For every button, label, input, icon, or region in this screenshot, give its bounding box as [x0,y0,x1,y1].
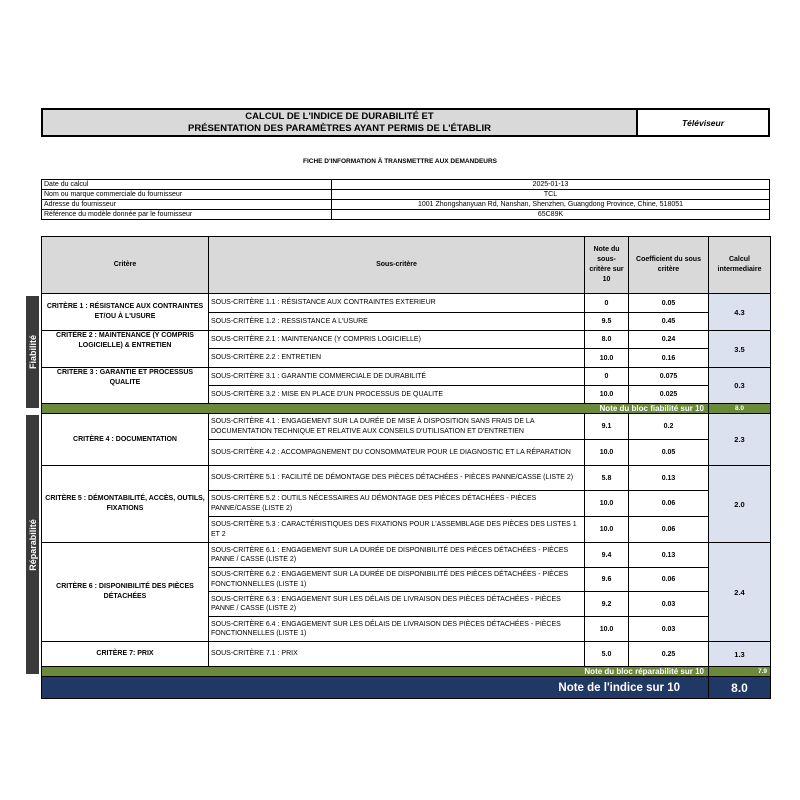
col-header-note: Note du sous-critère sur 10 [585,237,629,294]
subcriterion-note: 10.0 [585,349,629,368]
table-row [42,466,771,491]
criterion-name: CRITÈRE 7: PRIX [42,642,209,667]
table-row [42,294,771,313]
subtitle: FICHE D'INFORMATION À TRANSMETTRE AUX DEMANDEURS [302,158,497,165]
criterion-calc: 3.5 [709,331,771,368]
col-header-coef: Coefficient du sous critère [629,237,709,294]
header-box [41,108,770,137]
table-row [42,368,771,386]
table-row [42,331,771,349]
subcriterion-note: 0 [585,368,629,386]
subcriterion-note: 8.0 [585,331,629,349]
bloc-reparabilite-value: 7.9 [709,667,771,677]
criterion-name: CRITÈRE 6 : DISPONIBILITÉ DES PIÈCES DÉTACHÉES [42,543,209,642]
subcriterion-note: 0 [585,294,629,313]
info-row [42,210,770,220]
table-row [42,642,771,667]
title-line-2: PRÉSENTATION DES PARAMÈTRES AYANT PERMIS DE L'ÉTABLIR [188,122,491,134]
criterion-calc: 2.4 [709,543,771,642]
info-label: Date du calcul [42,180,332,190]
subcriterion-label: SOUS-CRITÈRE 5.3 : CARACTÉRISTIQUES DES FIXATIONS POUR L'ASSEMBLAGE DES PIÈCES DES LISTES 1 ET 2 [209,517,585,543]
bloc-fiabilite-value: 8.0 [709,404,771,414]
subcriterion-coef: 0.06 [629,491,709,517]
criterion-name: CRITÈRE 2 : MAINTENANCE (Y COMPRIS LOGICIELLE) & ENTRETIEN [42,331,209,368]
subcriterion-note: 9.6 [585,568,629,592]
criterion-name: CRITÈRE 1 : RÉSISTANCE AUX CONTRAINTES ET/OU À L'USURE [42,294,209,331]
info-row [42,190,770,200]
criterion-calc: 4.3 [709,294,771,331]
info-row [42,200,770,210]
info-value: TCL [332,190,770,200]
criterion-calc: 0.3 [709,368,771,404]
final-score-row [42,677,771,699]
subcriterion-label: SOUS-CRITÈRE 2.2 : ENTRETIEN [209,349,585,368]
col-header-calcul: Calcul intermediaire [709,237,771,294]
subcriterion-label: SOUS-CRITÈRE 2.1 : MAINTENANCE (Y COMPRIS LOGICIELLE) [209,331,585,349]
side-label-fiabilite [26,296,39,408]
info-value: 2025-01-13 [332,180,770,190]
bloc-reparabilite-label: Note du bloc réparabilité sur 10 [42,667,709,677]
subcriterion-label: SOUS-CRITÈRE 6.2 : ENGAGEMENT SUR LA DURÉE DE DISPONIBILITÉ DES PIÈCES DÉTACHÉES - PIÈCES FONCTIONNELLES (LISTE 1) [209,568,585,592]
subcriterion-note: 5.0 [585,642,629,667]
side-label-reparabilite [26,415,39,674]
table-row [42,414,771,440]
criterion-name: CRITÈRE 5 : DÉMONTABILITÉ, ACCÈS, OUTILS, FIXATIONS [42,466,209,543]
subcriterion-note: 10.0 [585,491,629,517]
criterion-name: CRITÈRE 4 : DOCUMENTATION [42,414,209,466]
subcriterion-label: SOUS-CRITÈRE 5.2 : OUTILS NÉCESSAIRES AU DÉMONTAGE DES PIÈCES DÉTACHÉES - PIÈCES PANNE/CASSE (LISTE 2) [209,491,585,517]
subcriterion-label: SOUS-CRITÈRE 1.1 : RÉSISTANCE AUX CONTRAINTES EXTERIEUR [209,294,585,313]
side-label-fiabilite-text: Fiabilité [27,334,38,370]
subcriterion-coef: 0.03 [629,617,709,642]
criterion-name: CRITERE 3 : GARANTIE ET PROCESSUS QUALITE [42,368,209,404]
info-label: Adresse du fournisseur [42,200,332,210]
subcriterion-note: 10.0 [585,517,629,543]
subcriterion-coef: 0.24 [629,331,709,349]
info-label: Référence du modèle donnée par le fournisseur [42,210,332,220]
subcriterion-note: 9.5 [585,313,629,331]
subcriterion-label: SOUS-CRITÈRE 3.1 : GARANTIE COMMERCIALE DE DURABILITÉ [209,368,585,386]
subcriterion-coef: 0.06 [629,568,709,592]
subcriterion-coef: 0.13 [629,466,709,491]
subcriterion-note: 9.1 [585,414,629,440]
table-header-row [42,237,771,294]
subcriterion-note: 9.4 [585,543,629,568]
info-label: Nom ou marque commerciale du fournisseur [42,190,332,200]
subcriterion-coef: 0.45 [629,313,709,331]
subcriterion-coef: 0.025 [629,386,709,404]
subcriterion-coef: 0.05 [629,440,709,466]
criterion-calc: 1.3 [709,642,771,667]
subcriterion-label: SOUS-CRITÈRE 4.1 : ENGAGEMENT SUR LA DURÉE DE MISE À DISPOSITION SANS FRAIS DE LA DOCUMENTATION TECHNIQUE ET RELATIVE AUX CONSEILS D'UTILISATION ET D'ENTRETIEN [209,414,585,440]
product-type: Téléviseur [681,117,725,128]
subcriterion-coef: 0.25 [629,642,709,667]
score-table [41,236,771,699]
col-header-sous-critere: Sous-critère [209,237,585,294]
subcriterion-label: SOUS-CRITÈRE 6.3 : ENGAGEMENT SUR LES DÉLAIS DE LIVRAISON DES PIÈCES DÉTACHÉES - PIÈCES PANNE / CASSE (LISTE 2) [209,592,585,617]
bloc-reparabilite-row [42,667,771,677]
table-row [42,543,771,568]
subcriterion-coef: 0.03 [629,592,709,617]
criterion-calc: 2.0 [709,466,771,543]
info-value: 65C89K [332,210,770,220]
subcriterion-coef: 0.2 [629,414,709,440]
document-title [43,110,638,135]
bloc-fiabilite-row [42,404,771,414]
subcriterion-label: SOUS-CRITÈRE 6.1 : ENGAGEMENT SUR LA DURÉE DE DISPONIBILITÉ DES PIÈCES DÉTACHÉES - PIÈCES PANNE / CASSE (LISTE 2) [209,543,585,568]
title-line-1: CALCUL DE L'INDICE DE DURABILITÉ ET [245,110,434,122]
subcriterion-note: 10.0 [585,617,629,642]
supplier-info-table [41,179,770,220]
subcriterion-coef: 0.05 [629,294,709,313]
subcriterion-label: SOUS-CRITÈRE 4.2 : ACCOMPAGNEMENT DU CONSOMMATEUR POUR LE DIAGNOSTIC ET LA RÉPARATION [209,440,585,466]
subcriterion-note: 9.2 [585,592,629,617]
subcriterion-note: 10.0 [585,440,629,466]
final-score-value: 8.0 [709,677,771,699]
subcriterion-label: SOUS-CRITÈRE 5.1 : FACILITÉ DE DÉMONTAGE DES PIÈCES DÉTACHÉES - PIÈCES PANNE/CASSE (LISTE 2) [209,466,585,491]
info-value: 1001 Zhongshanyuan Rd, Nanshan, Shenzhen, Guangdong Province, Chine, 518051 [332,200,770,210]
info-row [42,180,770,190]
subcriterion-note: 5.8 [585,466,629,491]
col-header-critere: Critère [42,237,209,294]
subcriterion-label: SOUS-CRITÈRE 6.4 : ENGAGEMENT SUR LES DÉLAIS DE LIVRAISON DES PIÈCES DÉTACHÉES - PIÈCES FONCTIONNELLES (LISTE 1) [209,617,585,642]
subcriterion-coef: 0.06 [629,517,709,543]
subcriterion-coef: 0.13 [629,543,709,568]
subcriterion-note: 10.0 [585,386,629,404]
criterion-calc: 2.3 [709,414,771,466]
subcriterion-coef: 0.16 [629,349,709,368]
side-label-reparabilite-text: Réparabilité [27,518,38,571]
final-score-label: Note de l'indice sur 10 [42,677,709,699]
bloc-fiabilite-label: Note du bloc fiabilité sur 10 [42,404,709,414]
subcriterion-coef: 0.075 [629,368,709,386]
subcriterion-label: SOUS-CRITÈRE 7.1 : PRIX [209,642,585,667]
subcriterion-label: SOUS-CRITÈRE 1.2 : RESSISTANCE A L'USURE [209,313,585,331]
subcriterion-label: SOUS-CRITÈRE 3.2 : MISE EN PLACE D'UN PROCESSUS DE QUALITE [209,386,585,404]
